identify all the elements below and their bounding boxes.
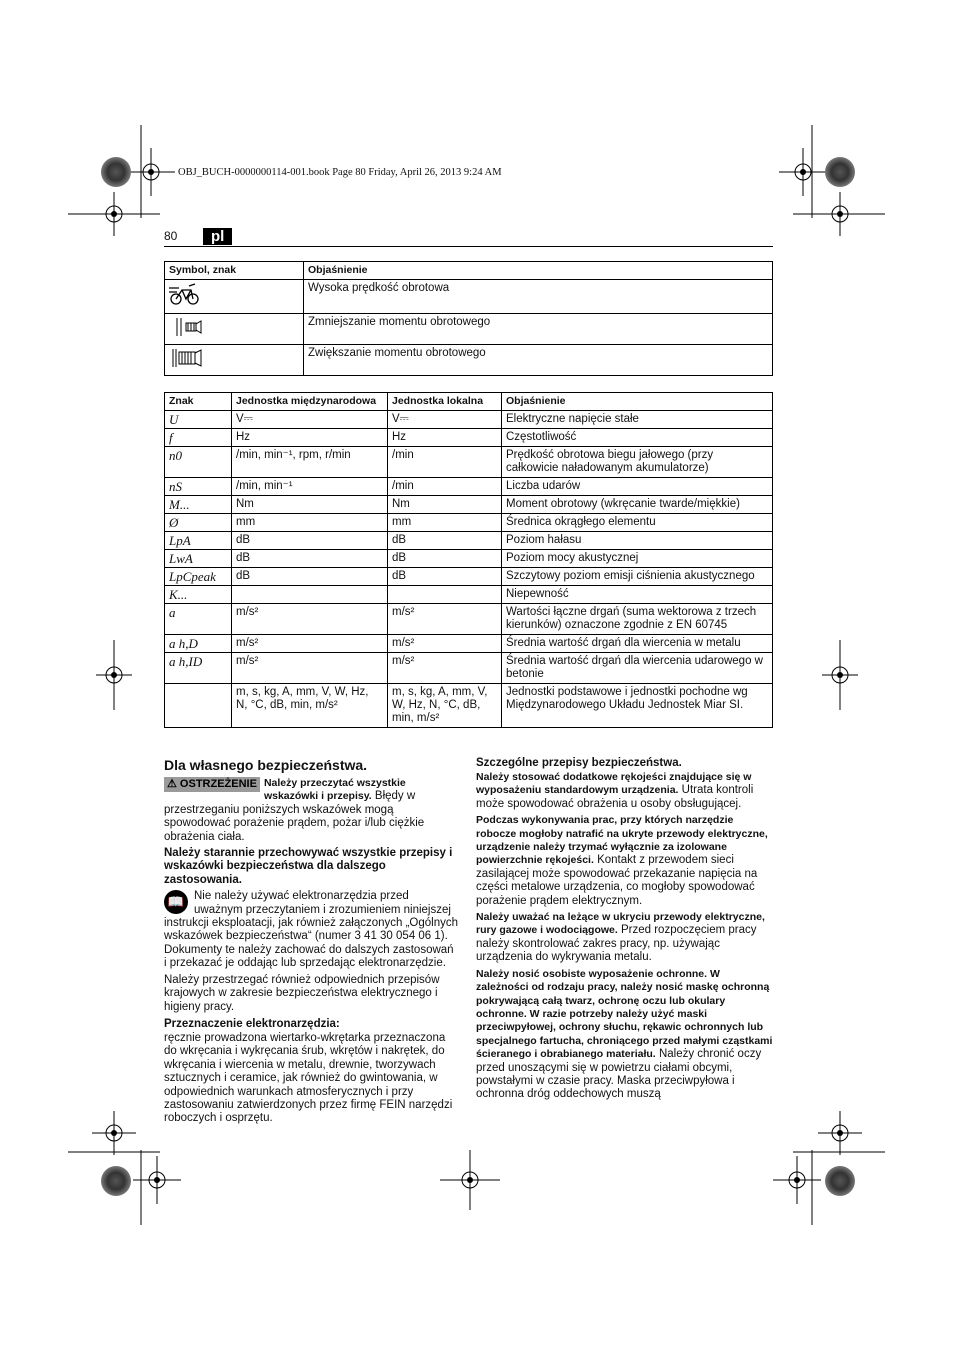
manual-paragraph [164, 890, 458, 970]
table-cell: Zwiększanie momentu obrotowego [304, 345, 773, 376]
symbol-cell: M... [165, 496, 232, 514]
table-row [165, 411, 773, 429]
page-number: 80 [164, 229, 178, 243]
symbol-cell: Ø [165, 514, 232, 532]
table-cell: m/s² [388, 635, 502, 653]
table-cell: Nm [388, 496, 502, 514]
table-cell: Poziom mocy akustycznej [502, 550, 773, 568]
units-table [164, 392, 773, 728]
table-cell: Średnia wartość drgań dla wiercenia udarowego w betonie [502, 653, 773, 684]
table-cell: Liczba udarów [502, 478, 773, 496]
symbol-cell: nS [165, 478, 232, 496]
table-cell: Jednostki podstawowe i jednostki pochodne wg Międzynarodowego Układu Jednostek Miar SI. [502, 684, 773, 728]
table-row [165, 550, 773, 568]
section-title: Szczególne przepisy bezpieczeństwa. [476, 757, 682, 769]
table-row [165, 635, 773, 653]
symbol-table [164, 261, 773, 376]
color-disc-icon [825, 1166, 855, 1196]
col-header: Symbol, znak [165, 262, 304, 280]
table-row [165, 447, 773, 478]
symbol-cell: f [165, 429, 232, 447]
section-title: Dla własnego bezpieczeństwa. [164, 757, 368, 773]
table-cell: Częstotliwość [502, 429, 773, 447]
table-cell: dB [232, 568, 388, 586]
symbol-cell: LpA [165, 532, 232, 550]
table-cell: Hz [232, 429, 388, 447]
table-cell: m/s² [232, 604, 388, 635]
table-cell [232, 586, 388, 604]
table-row [165, 586, 773, 604]
symbol-cell: LwA [165, 550, 232, 568]
read-manual-icon: 📖 [164, 890, 188, 914]
table-cell: Zmniejszanie momentu obrotowego [304, 314, 773, 345]
warning-paragraph [164, 777, 458, 844]
warning-triangle-icon: ⚠ [167, 778, 180, 790]
table-cell: mm [388, 514, 502, 532]
header-rule [164, 246, 773, 247]
torque-increase-icon [165, 345, 304, 376]
table-cell: dB [388, 532, 502, 550]
table-cell: /min [388, 447, 502, 478]
col-header: Jednostka międzynarodowa [232, 393, 388, 411]
table-cell: dB [388, 550, 502, 568]
table-cell: Niepewność [502, 586, 773, 604]
symbol-cell: a h,D [165, 635, 232, 653]
table-cell: dB [232, 550, 388, 568]
symbol-cell: U [165, 411, 232, 429]
table-cell: m/s² [232, 635, 388, 653]
table-cell: m, s, kg, A, mm, V, W, Hz, N, °C, dB, min, m/s² [232, 684, 388, 728]
table-cell: Szczytowy poziom emisji ciśnienia akustycznego [502, 568, 773, 586]
table-cell: Poziom hałasu [502, 532, 773, 550]
table-cell: m/s² [388, 653, 502, 684]
symbol-cell: n0 [165, 447, 232, 478]
col-header: Objaśnienie [304, 262, 773, 280]
table-row [165, 684, 773, 728]
high-speed-icon [165, 280, 304, 314]
table-cell: Elektryczne napięcie stałe [502, 411, 773, 429]
table-cell: /min, min⁻¹ [232, 478, 388, 496]
color-disc-icon [825, 157, 855, 187]
table-row [165, 496, 773, 514]
col-header: Objaśnienie [502, 393, 773, 411]
warning-text: Błędy w przestrzeganiu poniższych wskazówek mogą spowodować porażenie prądem, pożar i/lub ciężkie obrażenia ciała. [164, 790, 425, 843]
table-row [165, 478, 773, 496]
table-cell: Średnia wartość drgań dla wiercenia w metalu [502, 635, 773, 653]
table-row [165, 514, 773, 532]
warning-badge: ⚠ OSTRZEŻENIE [164, 777, 260, 792]
table-cell: V⎓ [232, 411, 388, 429]
paragraph: Należy nosić osobiste wyposażenie ochronne. W zależności od rodzaju pracy, należy nosić maskę ochronną pokrywającą całą twarz, ochronę oczu lub okulary ochronne. W razie potrzeby należy użyć maski przeciwpyłowej, ochrony słuchu, rękawic ochronnych lub specjalnego fartucha, chroniącego przed małymi cząstkami ścieranego i obrabianego materiału. Należy chronić oczy przed unoszącymi się w powietrzu ciałami obcymi, powstałymi w czasie pracy. Maska przeciwpyłowa i ochronna dróg oddechowych muszą [476, 967, 773, 1101]
table-row [165, 429, 773, 447]
table-row [165, 280, 773, 314]
left-column [164, 757, 458, 1129]
table-cell: Prędkość obrotowa biegu jałowego (przy całkowicie naładowanym akumulatorze) [502, 447, 773, 478]
manual-text: Nie należy używać elektronarzędzia przed uważnym przeczytaniem i zrozumieniem niniejszej instrukcji eksploatacji, jak również załączonych „Ogólnych wskazówek bezpieczeństwa“ (numer 3 41 30 054 06 1). Dokumenty te należy zachować do dalszych zastosowań i przekazać je oddając lub sprzedając elektronarzędzie. [164, 890, 459, 970]
table-row [165, 653, 773, 684]
col-header: Jednostka lokalna [388, 393, 502, 411]
purpose-text: ręcznie prowadzona wiertarko-wkrętarka przeznaczona do wkręcania i wykręcania śrub, wkrętów i nakrętek, do wkręcania i wiercenia w metalu, drewnie, tworzywach sztucznych i ceramice, jak również do gwintowania, w odpowiednich warunkach atmosferycznych i przy zastosowaniu zatwierdzonych przez firmę FEIN narzędzi roboczych i osprzętu. [164, 1031, 453, 1125]
paragraph: Podczas wykonywania prac, przy których narzędzie robocze mogłoby natrafić na ukryte przewody elektryczne, urządzenie należy trzymać wyłącznie za izolowane powierzchnie rękojeści. Kontakt z przewodem sieci zasilającej może spowodować przekazanie napięcia na części metalowe urządzenia, co mogłoby spowodować porażenie prądem elektrycznym. [476, 814, 768, 907]
paragraph: Należy stosować dodatkowe rękojeści znajdujące się w wyposażeniu standardowym urządzenia. Utrata kontroli może spowodować obrażenia u osoby obsługującej. [476, 771, 754, 810]
table-cell: m/s² [388, 604, 502, 635]
symbol-cell [165, 684, 232, 728]
color-disc-icon [101, 157, 131, 187]
table-cell: Hz [388, 429, 502, 447]
table-cell: Średnica okrągłego elementu [502, 514, 773, 532]
symbol-cell: a h,ID [165, 653, 232, 684]
keep-instructions-text: Należy starannie przechowywać wszystkie przepisy i wskazówki bezpieczeństwa dla dalszego zastosowania. [164, 847, 453, 886]
table-cell: V⎓ [388, 411, 502, 429]
symbol-cell: LpCpeak [165, 568, 232, 586]
table-cell [388, 586, 502, 604]
table-row [165, 345, 773, 376]
symbol-cell: a [165, 604, 232, 635]
table-cell: dB [388, 568, 502, 586]
symbol-cell: K... [165, 586, 232, 604]
table-cell: /min, min⁻¹, rpm, r/min [232, 447, 388, 478]
table-cell: m/s² [232, 653, 388, 684]
table-cell: dB [232, 532, 388, 550]
table-row [165, 604, 773, 635]
table-row [165, 532, 773, 550]
purpose-title: Przeznaczenie elektronarzędzia: [164, 1017, 340, 1030]
table-cell: /min [388, 478, 502, 496]
right-column [476, 757, 773, 1105]
file-info-line: OBJ_BUCH-0000000114-001.book Page 80 Friday, April 26, 2013 9:24 AM [178, 167, 502, 178]
table-cell: Wysoka prędkość obrotowa [304, 280, 773, 314]
warning-bold-text: Należy przeczytać wszystkie wskazówki i przepisy. [263, 777, 406, 803]
language-tab: pl [203, 228, 232, 245]
color-disc-icon [101, 1166, 131, 1196]
table-cell: mm [232, 514, 388, 532]
torque-decrease-icon [165, 314, 304, 345]
paragraph: Należy uważać na leżące w ukryciu przewody elektryczne, rury gazowe i wodociągowe. Przed rozpoczęciem pracy należy skontrolować zakres pracy, np. używając urządzenia do wykrywania metalu. [476, 911, 765, 964]
col-header: Znak [165, 393, 232, 411]
table-cell: Nm [232, 496, 388, 514]
table-row [165, 568, 773, 586]
regulations-text: Należy przestrzegać również odpowiednich przepisów krajowych w zakresie bezpieczeństwa elektrycznego i higieny pracy. [164, 973, 440, 1013]
table-cell: Wartości łączne drgań (suma wektorowa z trzech kierunków) oznaczone zgodnie z EN 60745 [502, 604, 773, 635]
table-row [165, 314, 773, 345]
table-cell: m, s, kg, A, mm, V, W, Hz, N, °C, dB, min, m/s² [388, 684, 502, 728]
table-cell: Moment obrotowy (wkręcanie twarde/miękkie) [502, 496, 773, 514]
